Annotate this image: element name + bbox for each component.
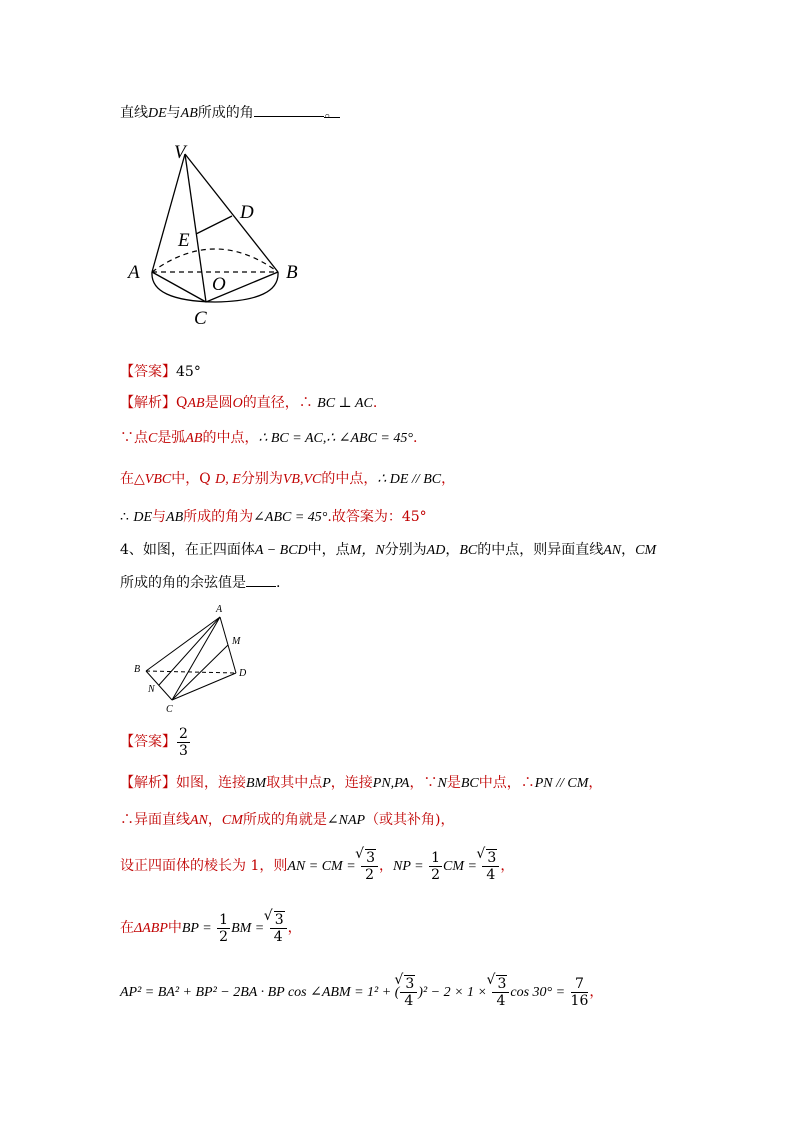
analysis4-line5 [120,974,603,1011]
text: ∵点 [120,430,148,446]
answer-blank[interactable] [254,102,324,117]
edge-ac [152,272,206,302]
math: ∠ABC = 45° [253,510,328,525]
text: 是弧 [157,430,186,446]
answer-value: 45° [176,364,201,380]
answer-blank[interactable] [246,572,276,587]
math: BC [460,776,479,791]
label-c: C [194,308,207,329]
q4-line2 [120,572,280,593]
text: （或其补角)， [365,812,455,828]
text: ∴ [120,509,129,525]
tetrahedron-figure [128,600,258,716]
math: O [232,396,243,411]
text: 所成的角 [197,105,254,121]
q4-line1 [120,540,656,561]
math: CM = [443,859,477,874]
analysis-tag: 【解析】 [120,395,176,411]
math: AD [426,543,446,558]
label-c: C [166,704,173,715]
text: ， [500,858,515,874]
math: N [437,776,447,791]
edge-ab [146,617,220,671]
text: 直线 [120,105,148,121]
fraction: √ $\frac{3}{4}$ [492,975,509,1009]
q3-question-tail [120,102,340,124]
text: 所成的角为 [183,509,254,525]
text: 的中点， [202,430,259,446]
math: ∴ BC = AC,∴ ∠ABC = 45° [258,431,413,446]
math: BP = [181,921,212,936]
text: 中， [171,471,200,487]
text: 中，点 [307,542,350,558]
math: ∴ DE // BC [377,472,442,487]
math: CM [221,813,243,828]
text: .故答案为：45° [327,509,427,525]
text: 中 [167,920,182,936]
text: ， [441,471,456,487]
text: 中点，∴ [478,775,535,791]
text: ， [445,542,460,558]
text: ，连接 [330,775,373,791]
text: 的中点， [321,471,378,487]
edge-cd [172,673,236,700]
math: D, E [215,472,241,487]
text: 是圆 [204,395,233,411]
text: ， [589,984,604,1000]
period-underlined: 。 [324,105,339,121]
answer-tag: 【答案】 [120,734,176,750]
math: AB [166,510,184,525]
math: VB,VC [282,472,322,487]
math: ΔABP [134,921,168,936]
text: 与 [166,105,181,121]
math: M，N [349,543,385,558]
text: 在 [120,920,134,936]
math: cos 30° = [510,985,566,1000]
edge-ac [172,617,220,700]
text: 所成的角就是 [242,812,327,828]
glyph: Q [176,395,188,411]
analysis4-line4 [120,910,302,947]
math: PN // CM [534,776,589,791]
text: ， [379,858,394,874]
text: . [412,430,418,446]
math: NP = [393,859,424,874]
label-m: M [232,636,241,647]
math: BM = [231,921,265,936]
text: 如图，连接 [176,775,246,791]
fraction: $\frac{1}{2}$ [219,911,229,945]
math: BC ⊥ AC [317,396,373,411]
text: 在△ [120,471,145,487]
math: BM [246,776,267,791]
math: VBC [144,472,172,487]
text: 分别为 [384,542,427,558]
label-a: A [216,604,223,615]
label-o: O [212,274,226,295]
text: ∴ [298,395,313,411]
answer4 [120,724,191,760]
math: )² − 2 × 1 × [418,985,487,1000]
math: BC [459,543,478,558]
text: ， [207,812,222,828]
text: ， [621,542,636,558]
math: P [322,776,331,791]
text: 设正四面体的棱长为 1，则 [120,858,288,874]
math: ∠NAP [326,813,366,828]
text: 取其中点 [266,775,323,791]
text: . [372,395,378,411]
fraction: √ $\frac{3}{4}$ [270,911,287,945]
label-b: B [134,664,141,675]
text: ，∵ [409,775,438,791]
analysis3-line4 [120,507,427,528]
text: 分别为 [240,471,283,487]
math: CM [635,543,657,558]
fraction: √ $\frac{3}{4}$ [482,849,499,883]
math-de: DE [148,106,167,121]
label-v: V [174,142,186,163]
label-b: B [286,262,298,283]
analysis3-line3 [120,469,455,490]
analysis-tag: 【解析】 [120,775,176,791]
edge-bd-hidden [146,671,236,673]
text: 的直径， [242,395,299,411]
answer-tag: 【答案】 [120,364,176,380]
fraction: √ $\frac{3}{2}$ [361,849,378,883]
label-e: E [178,230,190,251]
text: 所成的角的余弦值是 [120,575,246,591]
fraction: √ $\frac{3}{4}$ [400,975,417,1009]
math: AN [603,543,622,558]
analysis3-line1 [120,393,377,414]
text: 与 [152,509,167,525]
text: ∴异面直线 [120,812,190,828]
math-ab: AB [180,106,198,121]
analysis3-line2 [120,428,417,449]
segment-de [196,216,232,234]
text: ， [588,775,603,791]
math: PN,PA [372,776,410,791]
text: . [276,575,281,591]
base-back-arc [152,249,278,272]
label-a: A [128,262,140,283]
math: AP² = BA² + BP² − 2BA · BP cos ∠ABM = 1² + ( [120,985,400,1000]
math: C [148,431,158,446]
edge-va [152,154,185,272]
text: 是 [446,775,461,791]
math: AB [185,431,203,446]
text: 的中点，则异面直线 [477,542,604,558]
fraction: $\frac{7}{16}$ [570,975,589,1009]
analysis4-line1 [120,773,602,794]
label-d: D [240,202,254,223]
math: AB [187,396,205,411]
fraction: $\frac{1}{2}$ [431,849,440,883]
segment-an [159,617,220,685]
math: AN = CM = [287,859,356,874]
answer3 [120,362,201,382]
label-n: N [148,684,155,695]
label-d: D [239,668,247,679]
math: AN [190,813,208,828]
math: A − BCD [254,543,308,558]
cone-figure [120,136,320,336]
analysis4-line2 [120,810,455,831]
text: ， [287,920,302,936]
analysis4-line3 [120,848,514,885]
text: 4、如图，在正四面体 [120,542,255,558]
glyph: Q [199,471,211,487]
math: DE [133,510,153,525]
answer-fraction: $\frac{2}{3}$ [179,725,188,759]
